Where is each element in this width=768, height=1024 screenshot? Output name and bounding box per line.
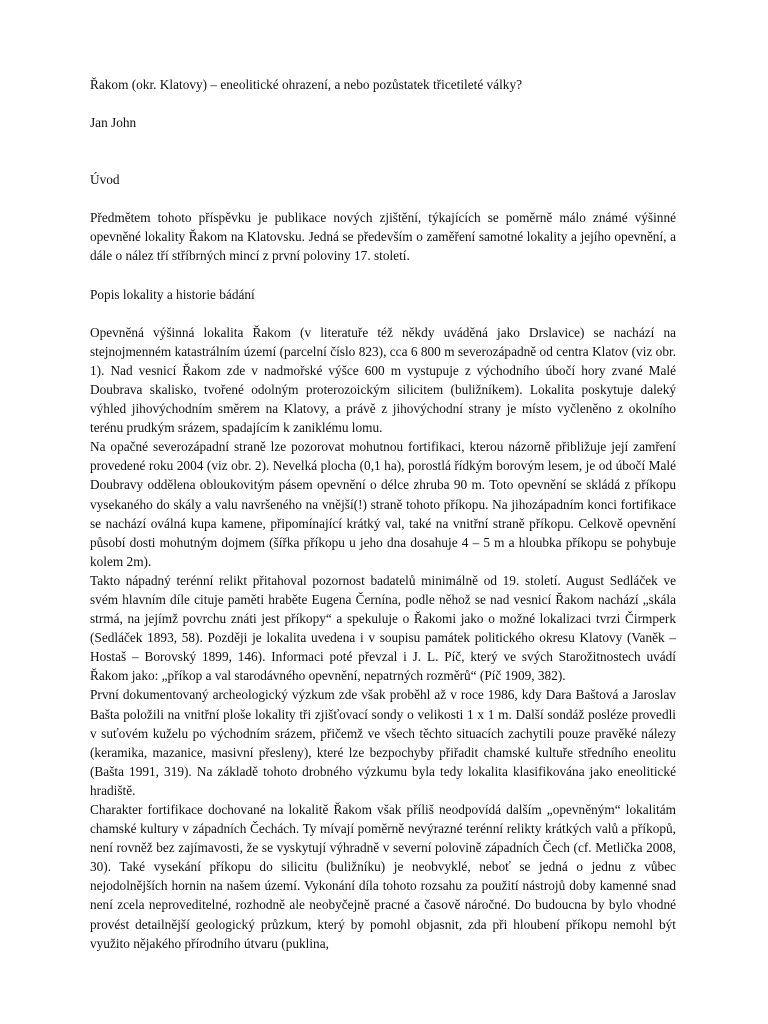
paragraph-character: Charakter fortifikace dochované na lokalitě Řakom však příliš neodpovídá dalším „opevněným“ lokalitám chamské kultury v západních Čechách. Ty mívají poměrně nevýrazné terénní relikty krátkých valů a příkopů, není rovněž bez zajímavosti, že se vyskytují výhradně v severní polovině západních Čech (cf. Metlička 2008, 30). Také vysekání příkopu do silicitu (buližníku) je neobvyklé, neboť se jedná o jednu z vůbec nejodolnějších hornin na našem území. Vykonání díla tohoto rozsahu za použití nástrojů doby kamenné snad není zcela neproveditelné, rozhodně ale neobyčejně pracné a časově náročné. Do budoucna by bylo vhodné provést detailnější geologický průzkum, který by pomohl objasnit, zda při hloubení příkopu nemohl být využito nějakého přírodního útvaru (puklina,	[90, 802, 676, 951]
section-heading-popis: Popis lokality a historie bádání	[90, 286, 255, 302]
paragraph-fortification: Na opačné severozápadní straně lze pozorovat mohutnou fortifikaci, kterou názorně přibližuje její zamření provedené roku 2004 (viz obr. 2). Nevelká plocha (0,1 ha), porostlá řídkým borovým lesem, je od úbočí Malé Doubravy oddělena obloukovitým pásem opevnění o délce zhruba 90 m. Toto opevnění se skládá z příkopu vysekaného do skály a valu navršeného na vnější(!) straně tohoto příkopu. Na jihozápadním konci fortifikace se nachází oválná kupa kamene, připomínající krátký val, také na vnitřní straně příkopu. Celkově opevnění působí dosti mohutným dojmem (šířka příkopu u jeho dna dosahuje 4 – 5 m a hloubka příkopu se pohybuje kolem 2m).	[90, 439, 676, 569]
document-title: Řakom (okr. Klatovy) – eneolitické ohrazení, a nebo pozůstatek třicetileté války?	[90, 77, 522, 92]
paragraph-excavation: První dokumentovaný archeologický výzkum zde však proběhl až v roce 1986, kdy Dara Baštová a Jaroslav Bašta položili na vnitřní ploše lokality tři zjišťovací sondy o velikosti 1 x 1 m. Další sondáž posléze provedli v suťovém kuželu po východním srázem, přičemž ve všech těchto situacích zachytili pouze pravěké nálezy (keramika, mazanice, masivní přesleny), které lze bezpochyby přiřadit chamské kultuře středního eneolitu (Bašta 1991, 319). Na základě tohoto drobného výzkumu byla tedy lokalita klasifikována jako eneolitické hradiště.	[90, 687, 676, 798]
paragraph-intro: Předmětem tohoto příspěvku je publikace nových zjištění, týkajících se poměrně málo známé výšinné opevněné lokality Řakom na Klatovsku. Jedná se především o zaměření samotné lokality a jejího opevnění, a dále o nález tří stříbrných mincí z první poloviny 17. století.	[90, 210, 676, 264]
document-author: Jan John	[90, 115, 137, 131]
section-heading-uvod: Úvod	[90, 172, 120, 188]
paragraph-location: Opevněná výšinná lokalita Řakom (v literatuře též někdy uváděná jako Drslavice) se nachází na stejnojmenném katastrálním území (parcelní číslo 823), cca 6 800 m severozápadně od centra Klatov (viz obr. 1). Nad vesnicí Řakom zde v nadmořské výšce 600 m vystupuje z východního úbočí hory zvané Malé Doubrava skalisko, tvořené odolným proterozoickým silicitem (buližníkem). Lokalita poskytuje daleký výhled jihovýchodním směrem na Klatovy, a právě z jihovýchodní strany je místo vyčleněno z okolního terénu prudkým srázem, spadajícím k zaniklému lomu.	[90, 324, 676, 436]
paragraph-research-history: Takto nápadný terénní relikt přitahoval pozornost badatelů minimálně od 19. století. August Sedláček ve svém hlavním díle cituje paměti hraběte Eugena Černína, podle něhož se nad vesnicí Řakom nachází „skála strmá, na jejímž povrchu znáti jest příkopy“ a spekuluje o Řakomi jako o možné lokalizaci tvrzi Čirmperk (Sedláček 1893, 58). Později je lokalita uvedena i v soupisu památek politického okresu Klatovy (Vaněk – Hostaš – Borovský 1899, 146). Informaci poté převzal i J. L. Píč, který ve svých Starožitnostech uvádí Řakom jako: „příkop a val starodávného opevnění, nepatrných rozměrů“ (Píč 1909, 382).	[90, 572, 676, 684]
